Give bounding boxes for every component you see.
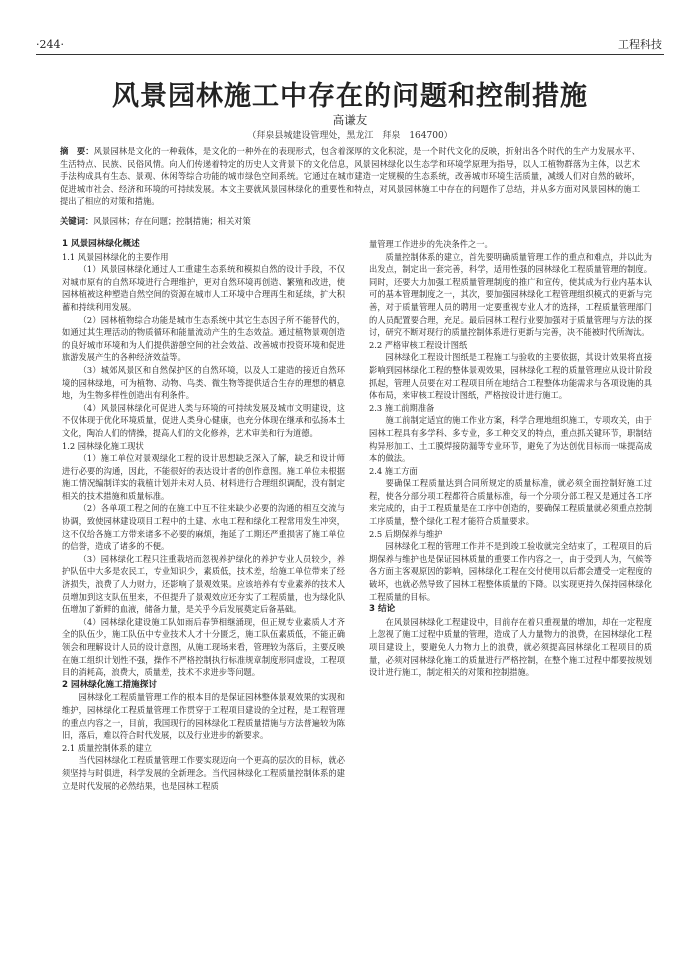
keywords-label: 关键词： bbox=[60, 216, 94, 226]
paragraph: （1）风景园林绿化通过人工重建生态系统和模拟自然的设计手段，不仅对城市原有的自然环境进行合理维护，更对自然环境再创造、繁殖和改进，使园林植被这种塑造自然空间的资源在城市人工环境中合理再生和延续，扩大积蓄和持续利用发展。 bbox=[62, 264, 345, 312]
paragraph: 园林绿化工程质量管理工作的根本目的是保证园林整体景观效果的实现和维护，园林绿化工程质量管理工作贯穿于工程项目建设的全过程，是工程管理的重点内容之一，目前，我国现行的园林绿化工程质量措施与方法普遍较为陈旧，落后，难以符合时代发展，以及行业进步的新要求。 bbox=[62, 692, 345, 741]
abstract bbox=[60, 145, 640, 208]
page-number: ·244· bbox=[36, 38, 64, 51]
subsection-heading: 2.4 施工方面 bbox=[369, 465, 418, 476]
paragraph: 园林绿化工程设计图纸是工程施工与验收的主要依据，其设计效果将直接影响到园林绿化工程的整体景观效果，园林绿化工程的质量管理应从设计阶段抓起，管理人员要在对工程项目所在地结合工程整体功能需求与各项设施的具体布局，来审核工程设计图纸，严格按设计进行施工。 bbox=[369, 352, 652, 401]
paragraph: （4）园林绿化建设施工队如雨后春笋相继涌现，但正规专业素质人才齐全的队伍少，施工队伍中专业技术人才十分匮乏，施工队伍素质低，不能正确领会和理解设计人员的设计意图，从施工现场来看，管理较为落后，主要反映在施工组织计划性不强，操作不严格控制执行标准规章制度形同虚设，工程项目的消耗高，浪费大，质量差，技术不求进步等问题。 bbox=[62, 616, 345, 678]
paragraph: 在风景园林绿化工程建设中，目前存在着只重视量的增加，却在一定程度上忽视了施工过程中质量的管理，造成了人力量物力的浪费，在园林绿化工程项目建设上，要避免人力物力上的浪费，就必须提高园林绿化工程项目的质量，必须对园林绿化施工的质量进行严格控制，在整个施工过程中都要按规划设计进行施工，制定相关的对策和控制措施。 bbox=[369, 616, 652, 678]
page-header bbox=[0, 0, 700, 58]
paragraph: 施工前制定适宜的施工作业方案，科学合理地组织施工，专项攻关，由于园林工程具有多学科、多专业，多工种交叉的特点，重点抓关键环节，职制结构异形加工、土工膜焊接防漏等专业环节，避免了为达创优目标而一味提高成本的做法。 bbox=[369, 415, 652, 464]
keywords bbox=[60, 215, 640, 227]
section-heading: 2 园林绿化施工措施探讨 bbox=[62, 679, 157, 690]
subsection-heading: 2.3 施工前期准备 bbox=[369, 402, 435, 413]
left-column bbox=[62, 238, 345, 792]
subsection-heading: 2.2 严格审核工程设计图纸 bbox=[369, 339, 468, 350]
subsection-heading: 2.1 质量控制体系的建立 bbox=[62, 742, 152, 753]
abstract-text: 风景园林是文化的一种载体，是文化的一种外在的表现形式，包含着深厚的文化积淀，是一个时代文化的反映，折射出各个时代的生产力发展水平、生活特点、民族、民俗风情。向人们传递着特定的历史人文背景下的文化信息，风景园林绿化以生态学和环境学原理为指导，以人工植物群落为主体，以艺术手法构成具有生态、景观、休闲等综合功能的城市绿色空间系统。它通过在城市建造一定规模的生态系统，改善城市环境生活质量，减缓人们对自然的破坏，促进城市社会、经济和环境的可持续发展。本文主要就风景园林绿化的重要性和特点，对风景园林施工中存在的问题作了总结，并从多方面对风景园林的施工提出了相应的对策和措施。 bbox=[60, 146, 640, 207]
right-column bbox=[369, 238, 652, 679]
paragraph: 质量控制体系的建立，首先要明确质量管理工作的重点和难点，并以此为出发点，制定出一套完善，科学，适用性强的园林绿化工程质量管理的制度。同时，还要大力加强工程质量管理制度的推广和宣传，使其成为行业内基本认可的基本管理制度之一，其次，要加强园林绿化工程管理组织模式的更新与完善，对于质量管理人员的聘用一定要重视专业人才的选择，工程质量管理部门的人员配置要合理，充足。最后园林工程行业要加强对于质量管理与方法的探讨，研究不断对现行的质量控制体系进行更新与完善，决不能被时代所淘汰。 bbox=[369, 251, 652, 338]
paragraph: （1）施工单位对景观绿化工程的设计思想缺乏深入了解，缺乏和设计师进行必要的沟通，因此，不能很好的表达设计者的创作意图。施工单位未根据施工情况编制详实的栽植计划并未对人员、材料进行合理组织调配，没有制定相关的技术措施和质量标准。 bbox=[62, 453, 345, 501]
journal-section-label: 工程科技 bbox=[618, 38, 662, 51]
paragraph: 园林绿化工程的管理工作并不是到竣工验收就完全结束了，工程项目的后期保养与维护也是保证园林质量的重要工作内容之一，由于受到人为，气候等各方面主客观原因的影响，园林绿化工程在交付使用以后都会遭受一定程度的破坏，也就必然导致了园林工程整体质量的下降。以实现更持久保持园林绿化工程质量的目标。 bbox=[369, 541, 652, 602]
keywords-text: 风景园林；存在问题；控制措施；相关对策 bbox=[93, 216, 251, 226]
subsection-heading: 2.5 后期保养与维护 bbox=[369, 528, 443, 539]
article-author: 高谦友 bbox=[332, 113, 368, 127]
abstract-label: 摘 要： bbox=[60, 146, 94, 156]
section-heading: 3 结论 bbox=[369, 604, 396, 615]
header-divider bbox=[36, 54, 664, 55]
paragraph: 要确保工程质量达到合同所规定的质量标准，就必须全面控制好施工过程，使各分部分项工程都符合质量标准，每一个分项分部工程又是通过各工序来完成的，由于工程质量是在工序中创造的，要确保工程质量就必须重点控制工序质量，整个绿化工程才能符合质量要求。 bbox=[369, 478, 652, 527]
paragraph: （3）园林绿化工程只注重栽培而忽视养护绿化的养护专业人员较少，养护队伍中大多是农民工，专业知识少，素质低，技术差，给施工单位带来了经济损失，浪费了人力财力，还影响了景观效果。应该培养有专业素养的技术人员增加到这支队伍里来，不但提升了景观效应还夯实了工程质量，也为绿化队伍增加了新鲜的血液，储备力量，是关乎今后发展奠定后备基础。 bbox=[62, 553, 345, 615]
paragraph: （2）各单项工程之间的在施工中互不往来缺少必要的沟通的相互交流与协调，致使园林建设项目工程中的土建、水电工程和绿化工程常用发生冲突，这不仅给各施工方带来诸多不必要的麻烦，拖延了工期还严重损害了施工单位的信誉，造成了诸多的不便。 bbox=[62, 503, 345, 552]
subsection-heading: 1.2 园林绿化施工现状 bbox=[62, 440, 144, 451]
paragraph: （3）城郊风景区和自然保护区的自然环境，以及人工建造的接近自然环境的园林绿地，可为植物、动物、鸟类、微生物等提供适合生存的理想的栖息地，为生物多样性创造出有利条件。 bbox=[62, 364, 345, 401]
paragraph: （2）园林植物综合功能是城市生态系统中其它生态因子所不能替代的，如通过其生理活动的物质循环和能量流动产生的生态效益。通过植物景观创造的良好城市环境和为人们提供游憩空间的社会效益、改善城市投资环境和促进旅游发展产生的各种经济效益等。 bbox=[62, 314, 345, 363]
article-title: 风景园林施工中存在的问题和控制措施 bbox=[112, 81, 588, 112]
section-heading: 1 风景园林绿化概述 bbox=[62, 239, 140, 249]
subsection-heading: 1.1 风景园林绿化的主要作用 bbox=[62, 251, 169, 262]
paragraph: （4）风景园林绿化可促进人类与环境的可持续发展及城市文明建设，这不仅体现于优化环境质量，促进人类身心健康，也充分体现在继承和弘扬本土文化，陶冶人们的情操，提高人们的文化修养，艺术审美和行为道德。 bbox=[62, 402, 345, 438]
paragraph: 当代园林绿化工程质量管理工作要实现迈向一个更高的层次的目标，就必须坚持与时俱进，科学发展的全新理念。当代园林绿化工程质量控制体系的建立是时代发展的必然结果，也是园林工程质 bbox=[62, 755, 345, 791]
paragraph: 量管理工作进步的先决条件之一。 bbox=[369, 239, 493, 249]
author-affiliation: （拜泉县城建设管理处，黑龙江 拜泉 164700） bbox=[247, 131, 453, 141]
